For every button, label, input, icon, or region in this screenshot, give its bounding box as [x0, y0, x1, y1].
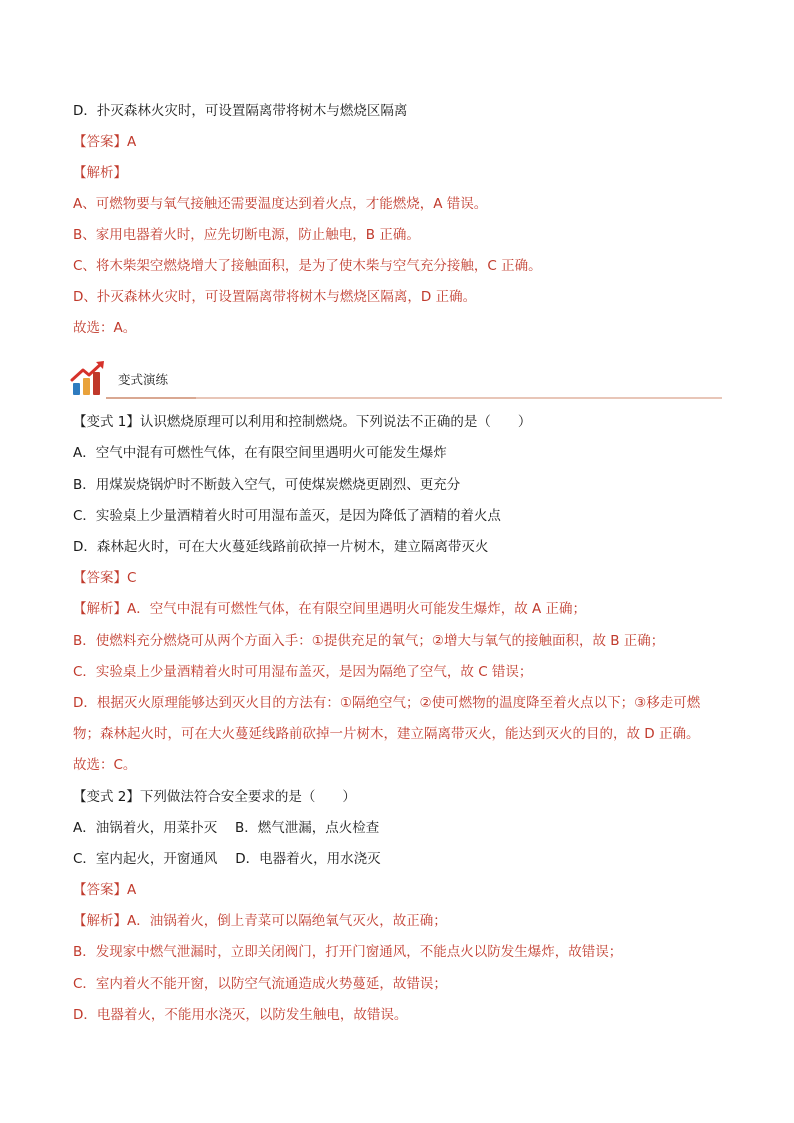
- question-1-analysis-a-line: [73, 600, 586, 618]
- question-2-options-ab: A．油锅着火，用菜扑灭 B．燃气泄漏，点火检查: [73, 820, 380, 836]
- question-2-analysis-tag: 【解析】: [73, 913, 127, 929]
- question-1-tag: 【变式 1】: [73, 414, 140, 430]
- analysis-d: D、扑灭森林火灾时，可设置隔离带将树木与燃烧区隔离，D 正确。: [73, 289, 477, 305]
- section-divider: [106, 397, 722, 399]
- question-1-analysis-c: C．实验桌上少量酒精着火时可用湿布盖灭，是因为隔绝了空气，故 C 错误；: [73, 664, 533, 680]
- question-1-option-a: A．空气中混有可燃性气体，在有限空间里遇明火可能发生爆炸: [73, 445, 447, 461]
- analysis-tag: 【解析】: [73, 165, 127, 181]
- question-1-text: 认识燃烧原理可以利用和控制燃烧。下列说法不正确的是（ ）: [139, 414, 532, 430]
- question-2-analysis-b: B．发现家中燃气泄漏时，立即关闭阀门，打开门窗通风，不能点火以防发生爆炸，故错误；: [73, 944, 623, 960]
- question-1-answer-value: C: [127, 570, 137, 586]
- question-1-analysis-b: B．使燃料充分燃烧可从两个方面入手：①提供充足的氧气；②增大与氧气的接触面积，故 B 正确；: [73, 633, 665, 649]
- question-1-option-d: D．森林起火时，可在大火蔓延线路前砍掉一片树木，建立隔离带灭火: [73, 539, 489, 555]
- question-1-option-b: B．用煤炭烧锅炉时不断鼓入空气，可使煤炭燃烧更剧烈、更充分: [73, 477, 461, 493]
- question-2-analysis-a: A．油锅着火，倒上青菜可以隔绝氧气灭火，故正确；: [127, 913, 447, 929]
- question-1-analysis-d1: D．根据灭火原理能够达到灭火目的方法有：①隔绝空气；②使可燃物的温度降至着火点以下；③移走可燃: [73, 695, 701, 711]
- question-1-analysis-d2: 物；森林起火时，可在大火蔓延线路前砍掉一片树木，建立隔离带灭火，能达到灭火的目的，故 D 正确。: [73, 726, 700, 742]
- analysis-b: B、家用电器着火时，应先切断电源，防止触电，B 正确。: [73, 227, 420, 243]
- question-2-answer-line: [73, 881, 136, 899]
- question-1-answer-tag: 【答案】: [73, 570, 127, 586]
- answer-tag: 【答案】: [73, 134, 127, 150]
- question-1-option-c: C．实验桌上少量酒精着火时可用湿布盖灭，是因为降低了酒精的着火点: [73, 508, 501, 524]
- question-2-stem: [73, 788, 356, 806]
- question-1-answer-line: [73, 569, 136, 587]
- growth-chart-icon: [70, 358, 110, 398]
- question-2-answer-tag: 【答案】: [73, 882, 127, 898]
- analysis-c: C、将木柴架空燃烧增大了接触面积，是为了使木柴与空气充分接触，C 正确。: [73, 258, 542, 274]
- question-2-text: 下列做法符合安全要求的是（ ）: [139, 789, 356, 805]
- section-title: 变式演练: [118, 372, 169, 387]
- question-2-analysis-a-line: [73, 912, 447, 930]
- analysis-a: A、可燃物要与氧气接触还需要温度达到着火点，才能燃烧，A 错误。: [73, 196, 488, 212]
- question-1-stem: [73, 413, 531, 431]
- question-2-tag: 【变式 2】: [73, 789, 140, 805]
- question-1-analysis-a: A．空气中混有可燃性气体，在有限空间里遇明火可能发生爆炸，故 A 正确；: [127, 601, 587, 617]
- section-divider-accent: [106, 397, 196, 399]
- answer-line: [73, 133, 136, 151]
- question-2-analysis-d: D．电器着火，不能用水浇灭，以防发生触电，故错误。: [73, 1007, 408, 1023]
- question-1-choose: 故选：C。: [73, 757, 137, 773]
- question-1-analysis-tag: 【解析】: [73, 601, 127, 617]
- question-2-analysis-c: C．室内着火不能开窗，以防空气流通造成火势蔓延，故错误；: [73, 976, 447, 992]
- question-2-answer-value: A: [127, 882, 137, 898]
- answer-value: A: [127, 134, 137, 150]
- option-d-text: D．扑灭森林火灾时，可设置隔离带将树木与燃烧区隔离: [73, 103, 408, 119]
- question-2-options-cd: C．室内起火，开窗通风 D．电器着火，用水浇灭: [73, 851, 381, 867]
- section-header: [70, 358, 722, 400]
- choose-line: 故选：A。: [73, 320, 137, 336]
